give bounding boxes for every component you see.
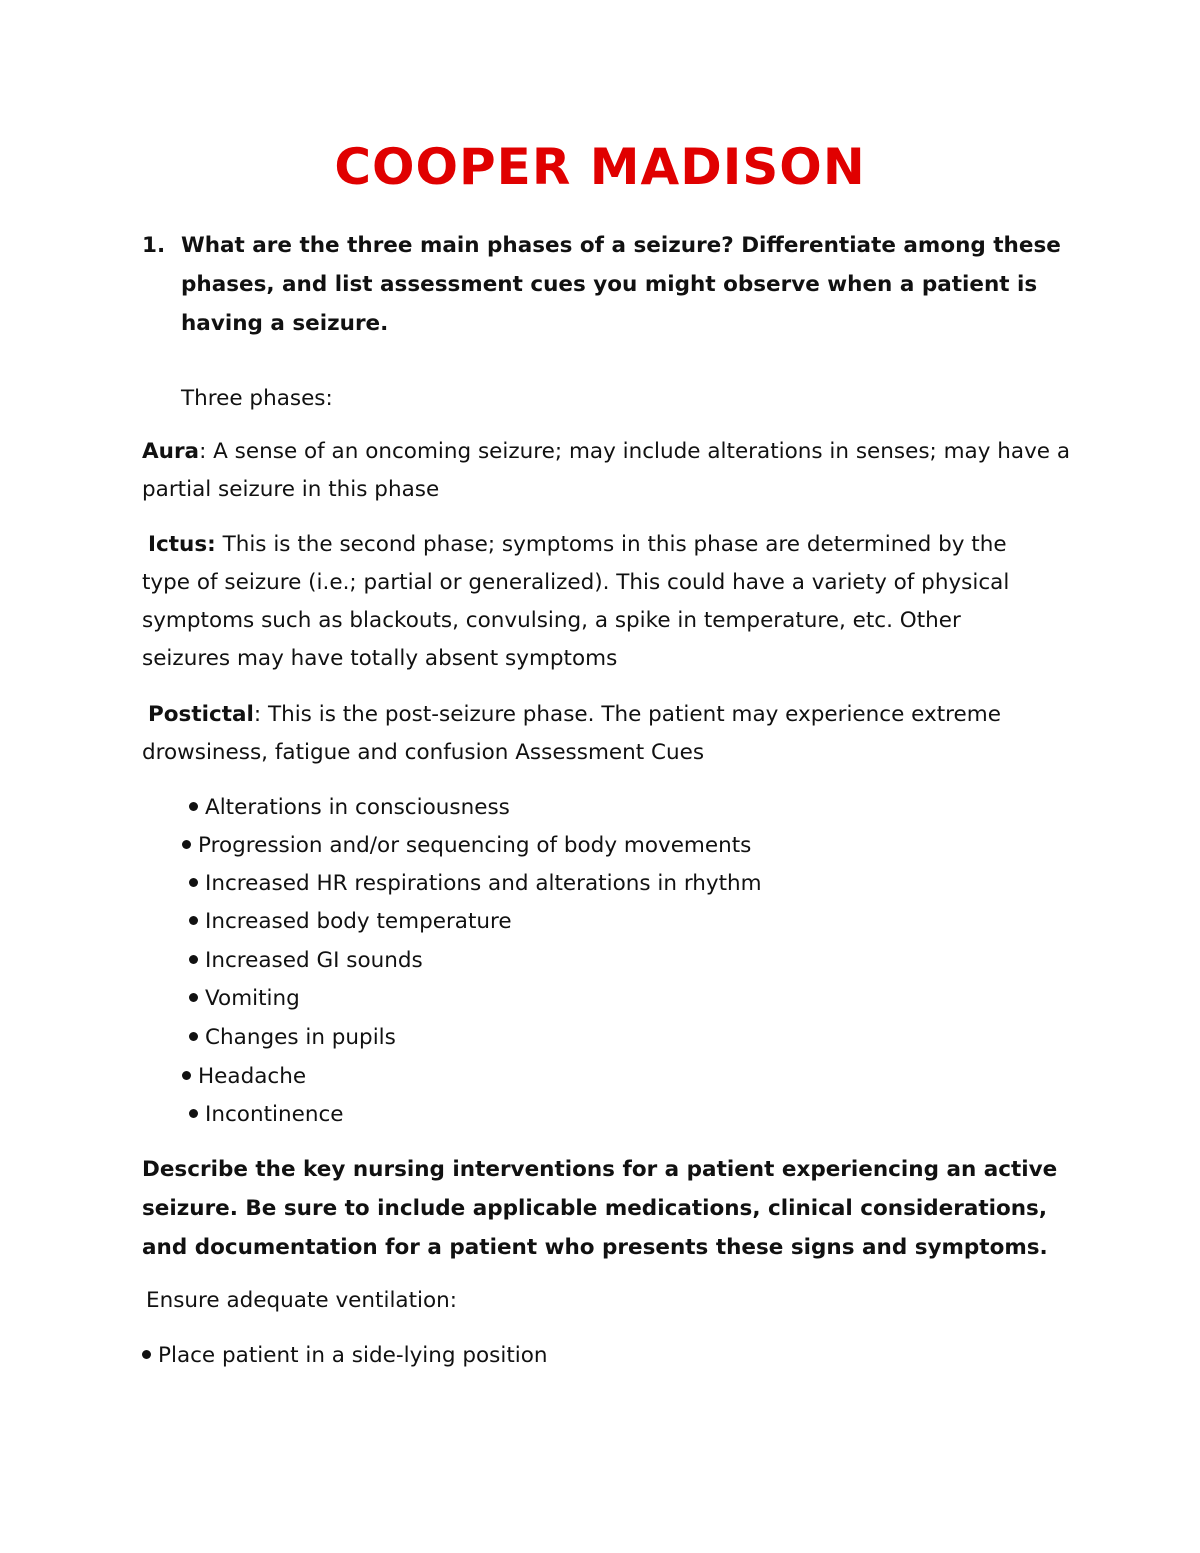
question-2: Describe the key nursing interventions for a patient experiencing an active seizure. Be sure to include applicable medications, clinical considerations, and documentation for a patient who presents these signs and symptoms. <box>142 1157 1058 1260</box>
list-item: Place patient in a side-lying position <box>142 1337 548 1375</box>
postictal-term: Postictal <box>148 702 254 727</box>
bullet-icon <box>142 1350 151 1359</box>
aura-text: : A sense of an oncoming seizure; may include alterations in senses; may have a partial seizure in this phase <box>142 439 1071 502</box>
three-phases-label: Three phases: <box>181 386 333 411</box>
list-item: Changes in pupils <box>189 1019 396 1057</box>
bullet-icon <box>182 840 191 849</box>
list-item: Incontinence <box>189 1096 344 1134</box>
list-item: Headache <box>182 1058 306 1096</box>
ictus-term: Ictus: <box>148 532 216 557</box>
postictal-text: : This is the post-seizure phase. The patient may experience extreme drowsiness, fatigue and confusion Assessment Cues <box>142 702 1001 765</box>
bullet-icon <box>189 1109 198 1118</box>
list-item: Vomiting <box>189 980 300 1018</box>
question-1-text: What are the three main phases of a seizure? Differentiate among these phases, and list assessment cues you might observe when a patient is having a seizure. <box>181 233 1061 336</box>
list-item: Increased HR respirations and alterations in rhythm <box>189 865 762 903</box>
ventilation-label: Ensure adequate ventilation: <box>146 1288 458 1313</box>
bullet-icon <box>189 916 198 925</box>
document-title: COOPER MADISON <box>334 138 866 196</box>
bullet-icon <box>189 802 198 811</box>
question-1 <box>142 226 1082 343</box>
list-item: Increased GI sounds <box>189 942 423 980</box>
ictus-text: This is the second phase; symptoms in this phase are determined by the type of seizure (i.e.; partial or generalized). This could have a variety of physical symptoms such as blackouts, convulsing, a spike in temperature, etc. Other seizures may have totally absent symptoms <box>142 532 1010 671</box>
bullet-icon <box>189 993 198 1002</box>
bullet-icon <box>189 878 198 887</box>
list-item: Progression and/or sequencing of body movements <box>182 827 751 865</box>
list-item: Alterations in consciousness <box>189 789 510 827</box>
aura-paragraph <box>142 433 1072 509</box>
list-item: Increased body temperature <box>189 903 512 941</box>
bullet-icon <box>189 955 198 964</box>
aura-term: Aura <box>142 439 200 464</box>
ictus-paragraph <box>142 526 1042 678</box>
postictal-paragraph <box>142 696 1032 772</box>
bullet-icon <box>189 1032 198 1041</box>
question-1-number: 1. <box>142 233 166 258</box>
bullet-icon <box>182 1071 191 1080</box>
